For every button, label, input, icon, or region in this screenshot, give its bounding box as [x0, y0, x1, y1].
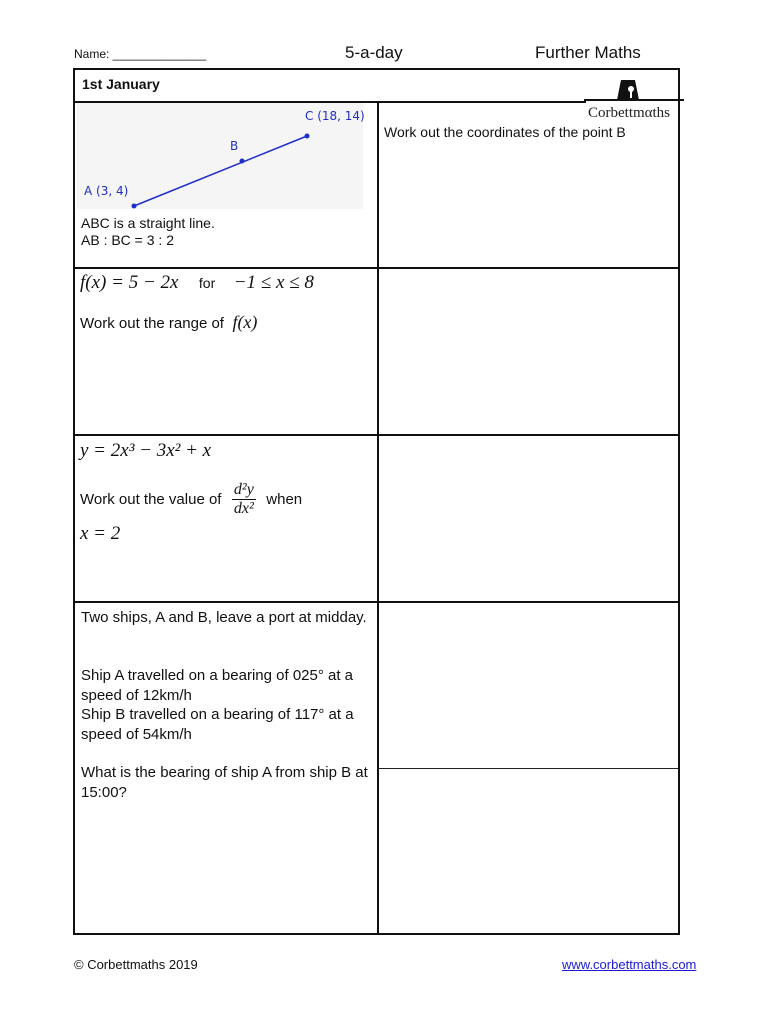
- q4-intro: Two ships, A and B, leave a port at midday.: [81, 609, 367, 626]
- q3-prompt-line: [80, 481, 302, 518]
- footer-website-link[interactable]: www.corbettmaths.com: [562, 957, 697, 972]
- point-b: [240, 159, 245, 164]
- point-a: [132, 204, 137, 209]
- q1-prompt: Work out the coordinates of the point B: [384, 124, 626, 140]
- subject-title: Further Maths: [535, 43, 641, 62]
- q3-deriv-numerator: d²y: [233, 481, 254, 498]
- q2-prompt: Work out the range of: [80, 315, 224, 332]
- name-field-label: Name: ______________: [74, 47, 207, 61]
- q3-x-value: x = 2: [80, 523, 121, 544]
- date-label: 1st January: [82, 76, 160, 92]
- point-b-label: B: [230, 139, 239, 153]
- q1-ratio: AB : BC = 3 : 2: [81, 232, 174, 248]
- point-c: [305, 134, 310, 139]
- q3-equation: y = 2x³ − 3x² + x: [80, 440, 212, 461]
- q2-domain: −1 ≤ x ≤ 8: [233, 272, 314, 293]
- q2-fx: f(x): [232, 312, 258, 332]
- footer-copyright: © Corbettmaths 2019: [74, 957, 198, 972]
- q4-ship-b: Ship B travelled on a bearing of 117° at a speed of 54km/h: [81, 706, 354, 743]
- line-abc: [134, 136, 307, 206]
- logo-wordmark: Corbettmαths: [588, 105, 671, 121]
- q3-prompt: Work out the value of: [80, 491, 222, 508]
- q3-when: when: [266, 491, 303, 508]
- point-a-label: A (3, 4): [84, 184, 129, 198]
- q2-function: f(x) = 5 − 2x: [80, 272, 179, 293]
- q4-ship-a: Ship A travelled on a bearing of 025° at a speed of 12km/h: [81, 667, 354, 704]
- q1-statement: ABC is a straight line.: [81, 215, 215, 231]
- q4-question: What is the bearing of ship A from ship B at 15:00?: [81, 764, 368, 801]
- q3-deriv-denominator: dx²: [233, 500, 254, 517]
- point-c-label: C (18, 14): [305, 109, 365, 123]
- q2-for-word: for: [198, 275, 216, 291]
- q2-function-line: [80, 272, 314, 294]
- worksheet-title: 5-a-day: [345, 43, 403, 62]
- q3-second-derivative: [232, 481, 256, 518]
- q2-prompt-line: [80, 312, 257, 333]
